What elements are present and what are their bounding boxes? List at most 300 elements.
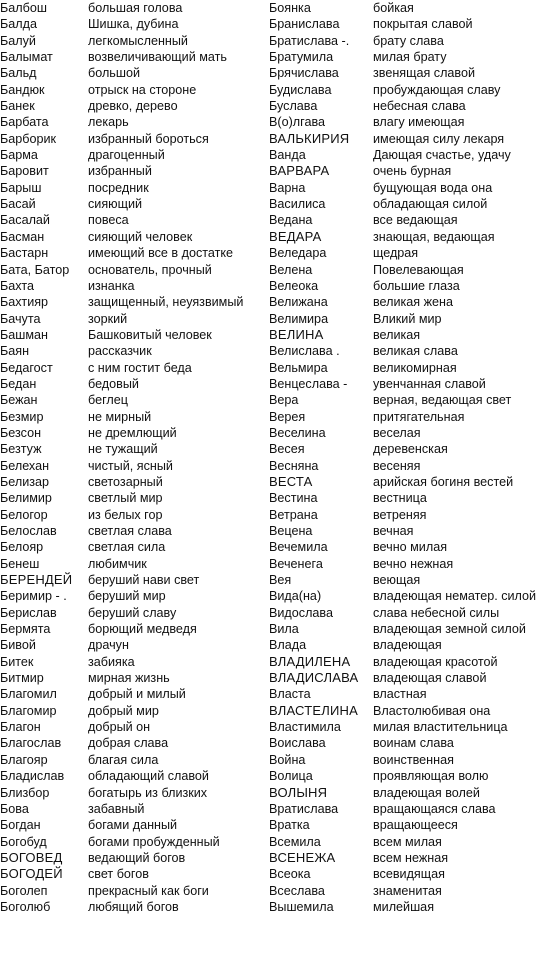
entry-meaning: не дремлющий xyxy=(88,425,177,440)
name-entry-row xyxy=(0,866,262,882)
name-entry-row xyxy=(269,768,545,784)
name-entry-row xyxy=(269,425,545,441)
name-entry-row xyxy=(269,376,545,392)
entry-meaning: беруший славу xyxy=(88,605,177,620)
entry-name: Близбор xyxy=(0,785,50,800)
entry-meaning: драгоценный xyxy=(88,148,165,163)
entry-meaning: арийская богиня вестей xyxy=(373,474,514,489)
entry-meaning: большая голова xyxy=(88,1,183,15)
entry-name: Братумила xyxy=(269,50,334,65)
entry-name: ВОЛЫНЯ xyxy=(269,784,328,800)
name-entry-row xyxy=(0,588,262,604)
name-entry-row xyxy=(269,621,545,637)
entry-name: Бахта xyxy=(0,278,35,293)
name-entry-row xyxy=(269,507,545,523)
entry-name: Беримир - . xyxy=(0,589,67,604)
name-entry-row xyxy=(269,817,545,833)
name-entry-row xyxy=(0,245,262,261)
name-entry-row xyxy=(0,441,262,457)
name-entry-row xyxy=(269,82,545,98)
entry-name: Басалай xyxy=(0,213,50,228)
entry-name: В(о)лгава xyxy=(269,115,326,130)
entry-meaning: весеняя xyxy=(373,458,421,473)
entry-name: БЕРЕНДЕЙ xyxy=(0,572,73,588)
entry-meaning: богатырь из близких xyxy=(88,785,208,800)
entry-name: Всеока xyxy=(269,867,311,882)
name-entry-row xyxy=(0,523,262,539)
entry-name: Бачута xyxy=(0,311,41,326)
name-entry-row xyxy=(0,98,262,114)
name-entry-row xyxy=(0,458,262,474)
name-entry-row xyxy=(0,0,262,16)
name-entry-row xyxy=(269,458,545,474)
entry-name: Вышемила xyxy=(269,899,334,914)
entry-name: Басай xyxy=(0,197,36,212)
entry-meaning: добрый и милый xyxy=(88,687,186,702)
entry-meaning: любящий богов xyxy=(88,899,179,914)
entry-name: Власта xyxy=(269,687,311,702)
name-entry-row xyxy=(269,850,545,866)
name-entry-row xyxy=(0,196,262,212)
entry-meaning: избранный бороться xyxy=(88,131,209,146)
name-entry-row xyxy=(269,735,545,751)
name-entry-row xyxy=(0,360,262,376)
name-entry-row xyxy=(269,262,545,278)
entry-name: Война xyxy=(269,752,306,767)
entry-name: БОГОДЕЙ xyxy=(0,866,63,882)
entry-meaning: Шишка, дубина xyxy=(88,17,179,32)
entry-name: Барыш xyxy=(0,180,42,195)
entry-name: Бата, Батор xyxy=(0,262,70,277)
name-entry-row xyxy=(0,82,262,98)
entry-name: Ведана xyxy=(269,213,313,228)
entry-name: Белогор xyxy=(0,507,48,522)
entry-meaning: беруший нави свет xyxy=(88,573,200,588)
entry-meaning: прекрасный как боги xyxy=(88,883,209,898)
name-entry-row xyxy=(0,883,262,899)
entry-name: Братислава -. xyxy=(269,33,350,48)
entry-name: Ветрана xyxy=(269,507,318,522)
entry-meaning: не тужащий xyxy=(88,442,158,457)
entry-meaning: вращающееся xyxy=(373,818,458,833)
entry-name: ВЛАДИЛЕНА xyxy=(269,653,351,669)
name-entry-row xyxy=(0,311,262,327)
entry-name: Вера xyxy=(269,393,299,408)
entry-meaning: воинам слава xyxy=(373,736,454,751)
name-entry-row xyxy=(269,294,545,310)
entry-meaning: вестница xyxy=(373,491,427,506)
entry-meaning: великая xyxy=(373,327,421,342)
entry-name: Велена xyxy=(269,262,313,277)
entry-meaning: большой xyxy=(88,66,140,81)
entry-meaning: милая властительница xyxy=(373,720,508,735)
entry-meaning: владеющая славой xyxy=(373,671,487,686)
name-entry-row xyxy=(269,899,545,915)
name-entry-row xyxy=(269,801,545,817)
entry-meaning: с ним гостит беда xyxy=(88,360,192,375)
name-entry-row xyxy=(269,343,545,359)
entry-name: Брячислава xyxy=(269,66,339,81)
name-entry-row xyxy=(0,392,262,408)
entry-meaning: притягательная xyxy=(373,409,465,424)
name-entry-row xyxy=(0,65,262,81)
entry-name: Барма xyxy=(0,148,38,163)
entry-meaning: звенящая славой xyxy=(373,66,476,81)
entry-meaning: милейшая xyxy=(373,899,435,914)
name-entry-row xyxy=(0,572,262,588)
name-entry-row xyxy=(0,212,262,228)
entry-name: Велимира xyxy=(269,311,329,326)
name-entry-row xyxy=(0,670,262,686)
name-entry-row xyxy=(269,409,545,425)
entry-meaning: слава небесной силы xyxy=(373,605,500,620)
entry-name: Башман xyxy=(0,327,48,342)
entry-meaning: сияющий человек xyxy=(88,229,193,244)
entry-name: Влада xyxy=(269,638,307,653)
name-entry-row xyxy=(0,539,262,555)
entry-name: Бова xyxy=(0,801,29,816)
name-entry-row xyxy=(269,883,545,899)
entry-meaning: всем нежная xyxy=(373,850,449,865)
entry-name: Ванда xyxy=(269,148,306,163)
name-entry-row xyxy=(0,425,262,441)
name-entry-row xyxy=(0,490,262,506)
entry-meaning: брату слава xyxy=(373,33,444,48)
entry-meaning: светозарный xyxy=(88,474,163,489)
name-entry-row xyxy=(0,686,262,702)
entry-meaning: вечно милая xyxy=(373,540,448,555)
entry-meaning: веющая xyxy=(373,573,421,588)
entry-meaning: обладающий славой xyxy=(88,769,209,784)
entry-meaning: повеса xyxy=(88,213,129,228)
name-entry-row xyxy=(0,327,262,343)
entry-name: Вея xyxy=(269,573,292,588)
entry-name: Балда xyxy=(0,17,37,32)
entry-meaning: великая слава xyxy=(373,344,458,359)
name-entry-row xyxy=(269,327,545,343)
name-entry-row xyxy=(269,866,545,882)
name-entry-row xyxy=(269,834,545,850)
entry-name: Бежан xyxy=(0,393,38,408)
entry-meaning: владеющая нематер. силой xyxy=(373,589,537,604)
name-entry-row xyxy=(0,131,262,147)
name-entry-row xyxy=(269,539,545,555)
entry-meaning: рассказчик xyxy=(88,344,152,359)
name-entry-row xyxy=(269,33,545,49)
name-entry-row xyxy=(269,147,545,163)
name-entry-row xyxy=(269,572,545,588)
entry-meaning: добрая слава xyxy=(88,736,169,751)
entry-meaning: благая сила xyxy=(88,752,159,767)
entry-meaning: владеющая земной силой xyxy=(373,622,526,637)
name-entry-row xyxy=(269,49,545,65)
entry-name: ВЛАДИСЛАВА xyxy=(269,670,359,686)
entry-name: Верея xyxy=(269,409,306,424)
entry-name: Василиса xyxy=(269,197,326,212)
entry-meaning: сияющий xyxy=(88,197,143,212)
entry-meaning: возвеличивающий мать xyxy=(88,50,227,65)
entry-name: Венцеслава - xyxy=(269,376,348,391)
name-entry-row xyxy=(269,65,545,81)
name-entry-row xyxy=(0,474,262,490)
name-entry-row xyxy=(269,588,545,604)
name-entry-row xyxy=(0,801,262,817)
name-entry-row xyxy=(0,49,262,65)
entry-name: ВСЕНЕЖА xyxy=(269,849,336,865)
entry-name: Велислава . xyxy=(269,344,340,359)
entry-name: Барбата xyxy=(0,115,49,130)
name-entry-row xyxy=(269,654,545,670)
name-entry-row xyxy=(269,637,545,653)
entry-name: Банек xyxy=(0,99,35,114)
entry-name: Волица xyxy=(269,769,313,784)
name-entry-row xyxy=(0,16,262,32)
entry-meaning: отрыск на стороне xyxy=(88,82,197,97)
entry-meaning: увенчанная славой xyxy=(373,376,486,391)
name-entry-row xyxy=(0,768,262,784)
name-entry-row xyxy=(269,245,545,261)
name-entry-row xyxy=(269,311,545,327)
entry-name: Благояр xyxy=(0,752,48,767)
entry-name: Битек xyxy=(0,654,34,669)
entry-name: Боголеп xyxy=(0,883,48,898)
entry-meaning: избранный xyxy=(88,164,152,179)
entry-name: Весея xyxy=(269,442,305,457)
entry-meaning: вечно нежная xyxy=(373,556,454,571)
entry-meaning: всевидящая xyxy=(373,867,445,882)
entry-meaning: лекарь xyxy=(88,115,129,130)
entry-meaning: зоркий xyxy=(88,311,128,326)
entry-meaning: щедрая xyxy=(373,246,419,261)
name-entry-row xyxy=(0,343,262,359)
entry-meaning: знаменитая xyxy=(373,883,442,898)
entry-name: Буслава xyxy=(269,99,318,114)
entry-name: Вельмира xyxy=(269,360,328,375)
entry-meaning: основатель, прочный xyxy=(88,262,212,277)
name-entry-row xyxy=(269,474,545,490)
entry-meaning: беглец xyxy=(88,393,128,408)
entry-meaning: борющий медведя xyxy=(88,622,197,637)
entry-meaning: бедовый xyxy=(88,376,139,391)
entry-name: ВЕДАРА xyxy=(269,228,322,244)
entry-meaning: милая брату xyxy=(373,50,447,65)
entry-meaning: светлая слава xyxy=(88,524,172,538)
name-entry-row xyxy=(269,114,545,130)
name-entry-row xyxy=(0,850,262,866)
entry-name: Белизар xyxy=(0,474,50,489)
entry-name: Варна xyxy=(269,180,306,195)
entry-meaning: легкомысленный xyxy=(88,33,188,48)
name-entry-row xyxy=(269,180,545,196)
entry-name: Бедагост xyxy=(0,360,53,375)
entry-name: ВЕСТА xyxy=(269,473,313,489)
entry-meaning: великомирная xyxy=(373,360,457,375)
entry-name: Вратислава xyxy=(269,801,339,816)
entry-name: Балбош xyxy=(0,1,47,15)
name-entry-row xyxy=(0,556,262,572)
entry-name: Всемила xyxy=(269,834,321,849)
name-entry-row xyxy=(269,686,545,702)
entry-meaning: богами данный xyxy=(88,818,178,833)
entry-name: Велеока xyxy=(269,278,319,293)
entry-meaning: любимчик xyxy=(88,556,147,571)
entry-meaning: светлая сила xyxy=(88,540,166,555)
name-entry-row xyxy=(269,360,545,376)
entry-meaning: древко, дерево xyxy=(88,99,178,114)
entry-meaning: драчун xyxy=(88,638,129,653)
name-entry-row xyxy=(269,16,545,32)
entry-meaning: все ведающая xyxy=(373,213,458,228)
name-entry-row xyxy=(0,834,262,850)
entry-name: Баровит xyxy=(0,164,49,179)
entry-name: Белимир xyxy=(0,491,52,506)
entry-name: Благомил xyxy=(0,687,57,702)
entry-name: ВАЛЬКИРИЯ xyxy=(269,130,350,146)
name-entry-row xyxy=(269,98,545,114)
name-entry-row xyxy=(269,0,545,16)
entry-name: Боголюб xyxy=(0,899,51,914)
name-entry-row xyxy=(269,605,545,621)
right-column xyxy=(269,0,545,915)
name-entry-row xyxy=(269,556,545,572)
name-entry-row xyxy=(269,131,545,147)
name-entry-row xyxy=(269,229,545,245)
entry-meaning: ведающий богов xyxy=(88,850,186,865)
entry-name: Богобуд xyxy=(0,834,47,849)
entry-meaning: бущующая вода она xyxy=(373,180,493,195)
entry-meaning: деревенская xyxy=(373,442,448,457)
entry-meaning: владеющая волей xyxy=(373,785,480,800)
name-entry-row xyxy=(269,785,545,801)
name-entry-row xyxy=(0,605,262,621)
entry-meaning: Повелевающая xyxy=(373,262,464,277)
entry-meaning: посредник xyxy=(88,180,149,195)
entry-name: ВЛАСТЕЛИНА xyxy=(269,702,358,718)
entry-meaning: добрый он xyxy=(88,720,151,735)
entry-name: Веченега xyxy=(269,556,323,571)
name-entry-row xyxy=(269,196,545,212)
entry-name: Воислава xyxy=(269,736,326,751)
entry-name: Басман xyxy=(0,229,45,244)
entry-name: Безтуж xyxy=(0,442,42,457)
entry-meaning: не мирный xyxy=(88,409,152,424)
name-entry-row xyxy=(0,163,262,179)
entry-name: Благомир xyxy=(0,703,57,718)
entry-name: ВАРВАРА xyxy=(269,163,330,179)
entry-name: ВЕЛИНА xyxy=(269,326,324,342)
name-entry-row xyxy=(0,637,262,653)
name-entry-row xyxy=(269,392,545,408)
entry-name: Берислав xyxy=(0,605,57,620)
entry-meaning: ветреняя xyxy=(373,507,427,522)
name-entry-row xyxy=(0,752,262,768)
name-entry-row xyxy=(0,229,262,245)
name-entry-row xyxy=(269,441,545,457)
entry-meaning: Властолюбивая она xyxy=(373,703,491,718)
entry-name: Благослав xyxy=(0,736,62,751)
entry-meaning: изнанка xyxy=(88,278,135,293)
name-entry-row xyxy=(269,212,545,228)
entry-name: Властимила xyxy=(269,720,341,735)
name-entry-row xyxy=(269,490,545,506)
entry-name: Безсон xyxy=(0,425,42,440)
entry-meaning: Дающая счастье, удачу xyxy=(373,148,511,163)
name-entry-row xyxy=(0,294,262,310)
entry-name: Бальд xyxy=(0,66,37,81)
entry-meaning: властная xyxy=(373,687,427,702)
entry-name: Балуй xyxy=(0,33,36,48)
entry-meaning: обладающая силой xyxy=(373,197,488,212)
entry-meaning: добрый мир xyxy=(88,703,159,718)
entry-name: Бранислава xyxy=(269,17,340,32)
name-entry-row xyxy=(269,523,545,539)
entry-meaning: воинственная xyxy=(373,752,454,767)
entry-meaning: небесная слава xyxy=(373,99,466,114)
name-entry-row xyxy=(269,278,545,294)
entry-name: Богдан xyxy=(0,818,41,833)
entry-meaning: пробуждающая славу xyxy=(373,82,501,97)
entry-meaning: всем милая xyxy=(373,834,442,849)
entry-name: Бандюк xyxy=(0,82,45,97)
entry-name: Веселина xyxy=(269,425,326,440)
entry-name: Бахтияр xyxy=(0,295,49,310)
entry-meaning: богами пробужденный xyxy=(88,834,220,849)
name-entry-row xyxy=(0,278,262,294)
entry-name: Боянка xyxy=(269,1,311,15)
entry-meaning: знающая, ведающая xyxy=(373,229,495,244)
entry-name: Бастарн xyxy=(0,246,49,261)
entry-meaning: чистый, ясный xyxy=(88,458,173,473)
entry-meaning: беруший мир xyxy=(88,589,166,604)
entry-name: Бермята xyxy=(0,622,51,637)
name-entry-row xyxy=(0,262,262,278)
entry-name: Будислава xyxy=(269,82,332,97)
name-entry-row xyxy=(269,752,545,768)
entry-meaning: веселая xyxy=(373,425,421,440)
entry-name: Видослава xyxy=(269,605,333,620)
entry-meaning: имеющая силу лекаря xyxy=(373,131,505,146)
name-entry-row xyxy=(0,507,262,523)
left-column xyxy=(0,0,262,915)
entry-meaning: свет богов xyxy=(88,867,149,882)
entry-meaning: мирная жизнь xyxy=(88,671,170,686)
entry-name: Велижана xyxy=(269,295,328,310)
entry-meaning: покрытая славой xyxy=(373,17,473,32)
name-entry-row xyxy=(269,719,545,735)
name-entry-row xyxy=(0,785,262,801)
entry-meaning: забияка xyxy=(88,654,135,669)
entry-name: Безмир xyxy=(0,409,44,424)
entry-name: Вида(на) xyxy=(269,589,322,604)
name-entry-row xyxy=(0,180,262,196)
entry-name: Вестина xyxy=(269,491,318,506)
entry-name: Барборик xyxy=(0,131,57,146)
entry-meaning: забавный xyxy=(88,801,145,816)
entry-name: Бедан xyxy=(0,376,37,391)
name-entry-row xyxy=(269,670,545,686)
name-entry-row xyxy=(0,376,262,392)
name-entry-row xyxy=(0,33,262,49)
name-entry-row xyxy=(0,703,262,719)
entry-name: Вечемила xyxy=(269,540,328,555)
entry-name: Весняна xyxy=(269,458,319,473)
name-entry-row xyxy=(0,621,262,637)
entry-meaning: влагу имеющая xyxy=(373,115,465,130)
entry-name: БОГОВЕД xyxy=(0,849,63,865)
entry-name: Бладислав xyxy=(0,769,65,784)
entry-meaning: вечная xyxy=(373,524,414,538)
entry-meaning: большие глаза xyxy=(373,278,460,293)
